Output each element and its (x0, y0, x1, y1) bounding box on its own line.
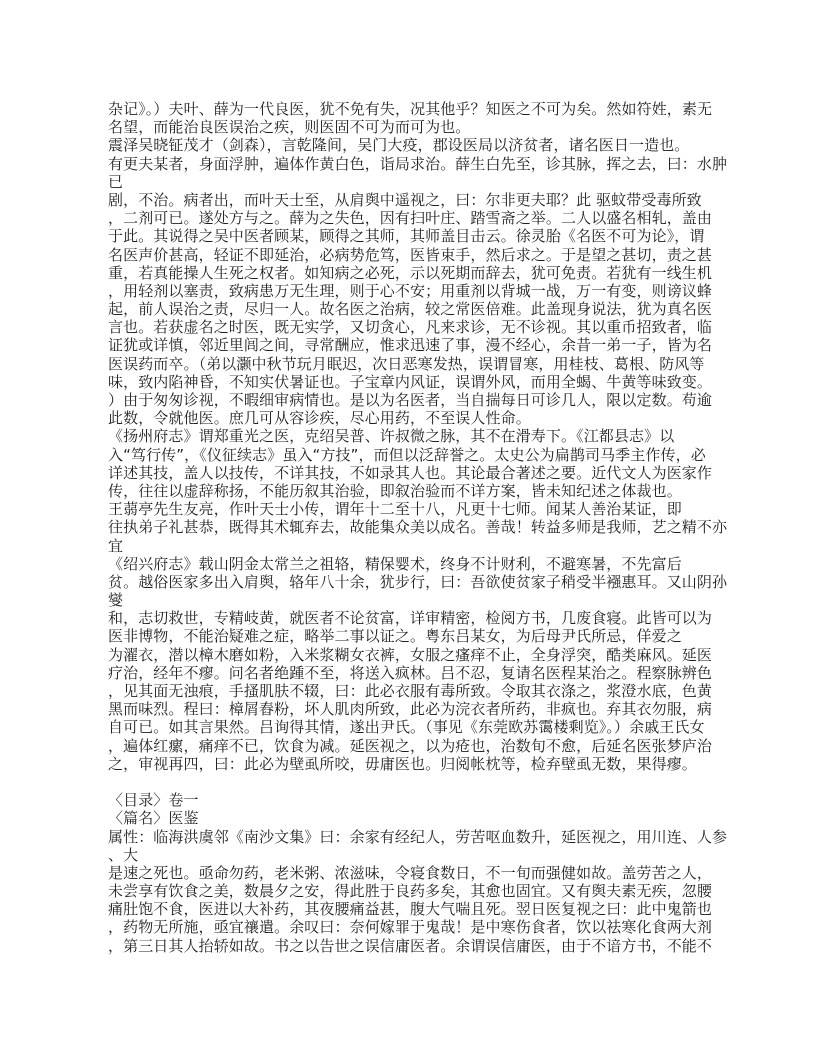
text-line: 味，致内陷神昏，不知实伏暑证也。子宝章内风证，误谓外风，而用全蝎、牛黄等味致变。 (108, 372, 713, 391)
text-line: 痛肚饱不食，医进以大补药，其夜腰痛益甚，腹大气喘且死。翌日医复视之曰：此中鬼箭也 (108, 900, 713, 919)
text-line: 黑而味烈。程曰：樟屑舂粉，坏人肌肉所致，此必为浣衣者所药，非疯也。弃其衣勿服，病 (108, 700, 713, 719)
text-line: 燮 (108, 591, 124, 610)
text-line: 震泽吴晓钲茂才（剑森），言乾隆间，吴门大疫，郡设医局以济贫者，诸名医日一造也。 (108, 136, 690, 155)
text-line: 于此。其说得之吴中医者顾某，顾得之其师，其师盖目击云。徐灵胎《名医不可为论》，谓 (108, 227, 705, 246)
text-line: 医非博物，不能治疑难之症，略举二事以证之。粤东吕某女，为后母尹氏所忌，佯爱之 (108, 627, 682, 646)
text-line: 剧，不治。病者出，而叶天士至，从肩舆中遥视之，曰：尔非更夫耶？此 驱蚊带受毒所致 (108, 190, 702, 209)
text-line: 〈目录〉卷一 (108, 791, 199, 810)
text-line: ，二剂可已。遂处方与之。薛为之失色，因有扫叶庄、踏雪斋之举。二人以盛名相轧，盖由 (108, 209, 713, 228)
text-line: ，见其面无浊痕，手搔肌肤不辍，曰：此必衣服有毒所致。令取其衣涤之，浆澄水底，色黄 (108, 682, 713, 700)
text-line: 〈篇名〉医鉴 (108, 809, 199, 828)
text-line: 名医声价甚高，轻证不即延治，必病势危笃，医皆束手，然后求之。于是望之甚切，责之甚 (108, 245, 713, 264)
text-line: 入“笃行传”，《仪征续志》虽入“方技”，而但以泛辞誉之。太史公为扁鹊司马季主作传，必 (108, 445, 706, 464)
document-page (108, 100, 728, 955)
text-line: 已 (108, 172, 124, 191)
text-line: 传，往往以虚辞称扬，不能历叙其治验，即叙治验而不详方案，皆未知纪述之体裁也。 (108, 481, 682, 500)
text-block-yijian-chapter (108, 791, 728, 955)
text-line: 是速之死也。亟命勿药，老米粥、浓滋味，令寝食数日，不一旬而强健如故。盖劳苦之人， (108, 863, 713, 882)
text-line: 起，前人误治之责，尽归一人。故名医之治病，较之常医倍难。此盖现身说法，犹为真名医 (108, 300, 713, 319)
text-line: 自可已。如其言果然。吕询得其情，遂出尹氏。（事见《东莞欧苏霭楼剩览》。）余戚王氏女 (108, 718, 705, 737)
text-line: ）由于匆匆诊视，不暇细审病情也。是以为名医者，当自揣每日可诊几人，限以定数。苟逾 (108, 391, 713, 409)
text-line: 未尝享有饮食之美，数晨夕之安，得此胜于良药多矣，其愈也固宜。又有舆夫素无疾，忽腰 (108, 882, 713, 901)
text-line: 名望，而能治良医误治之疾，则医固不可为而可为也。 (108, 118, 471, 137)
text-line: 贫。越俗医家多出入肩舆，辂年八十余，犹步行，曰：吾欲使贫家子稍受半襁惠耳。又山阴孙 (108, 572, 728, 591)
text-line: 、大 (108, 845, 139, 864)
text-line: 之，审视再四，曰：此必为壁虱所咬，毋庸医也。归阅帐枕等，检弃壁虱无数，果得瘳。 (108, 754, 697, 773)
text-line: 详述其技，盖人以技传，不详其技，不如录其人也。其论最合著述之要。近代文人为医家作 (108, 463, 713, 482)
text-block-medical-anecdotes (108, 100, 728, 773)
text-line: 此数，令就他医。庶几可从容诊疾，尽心用药，不至误人性命。 (108, 409, 531, 428)
text-line: 《扬州府志》谓郑重光之医，克绍吴普、许叔微之脉，其不在滑寿下。《江都县志》以 (108, 427, 675, 446)
text-line: ，第三日其人抬轿如故。书之以告世之误信庸医者。余谓误信庸医，由于不谙方书，不能不 (108, 936, 713, 955)
text-line: ，遍体红瘰，痛痒不已，饮食为减。延医视之，以为疮也，治数旬不愈，后延名医张梦庐治 (108, 736, 713, 755)
text-line: 《绍兴府志》载山阴金太常兰之祖辂，精保婴术，终身不计财利，不避寒暑，不先富后 (108, 554, 682, 573)
text-line: 属性：临海洪虞邻《南沙文集》曰：余家有经纪人，劳苦呕血数升，延医视之，用川连、人参 (108, 827, 728, 846)
section-break (108, 773, 708, 791)
text-line: 疗治，经年不瘳。问名者绝踵不至，将送入疯林。吕不忍，复请名医程某治之。程察脉辨色 (108, 663, 713, 682)
text-line: 宜 (108, 536, 124, 555)
text-line: ，用轻剂以塞责，致病患万无生理，则于心不安；用重剂以背城一战，万一有变，则谤议蜂 (108, 281, 713, 300)
text-line: 为濯衣，潜以樟木磨如粉，入米浆糊女衣裤，女服之瘙痒不止，全身浮突，酷类麻风。延医 (108, 645, 713, 664)
text-line: 杂记》。）夫叶、薛为一代良医，犹不免有失，况其他乎？知医之不可为矣。然如符姓，素无 (108, 100, 713, 118)
text-line: 重，若真能操人生死之权者。如知病之必死，示以死期而辞去，犹可免责。若犹有一线生机 (108, 263, 713, 282)
text-line: 王蒻亭先生友亮，作叶天士小传，谓年十二至十八，凡更十七师。闻某人善治某证，即 (108, 500, 682, 519)
text-line: 医误药而卒。（弟以灏中秋节玩月眠迟，次日恶寒发热，误谓冒寒，用桂枝、葛根、防风等 (108, 354, 705, 373)
text-line: 和，志切救世，专精岐黄，就医者不论贫富，详审精密，检阅方书，几废食寝。此皆可以为 (108, 609, 713, 628)
text-line: 往执弟子礼甚恭，既得其术辄弃去，故能集众美以成名。善哉！转益多师是我师，艺之精不亦 (108, 518, 728, 537)
text-line: 证犹或详慎，邻近里闾之间，寻常酬应，惟求迅速了事，漫不经心，余昔一弟一子，皆为名 (108, 336, 713, 355)
text-line: ，药物无所施，亟宜禳遣。余叹曰：奈何嫁罪于鬼哉！是中寒伤食者，饮以祛寒化食两大剂 (108, 918, 713, 937)
text-line: 言也。若获虚名之时医，既无实学，又切贪心，凡来求诊，无不诊视。其以重币招致者，临 (108, 318, 713, 337)
text-line: 有更夫某者，身面浮肿，遍体作黄白色，诣局求治。薛生白先至，诊其脉，挥之去，曰：水肿 (108, 154, 728, 173)
